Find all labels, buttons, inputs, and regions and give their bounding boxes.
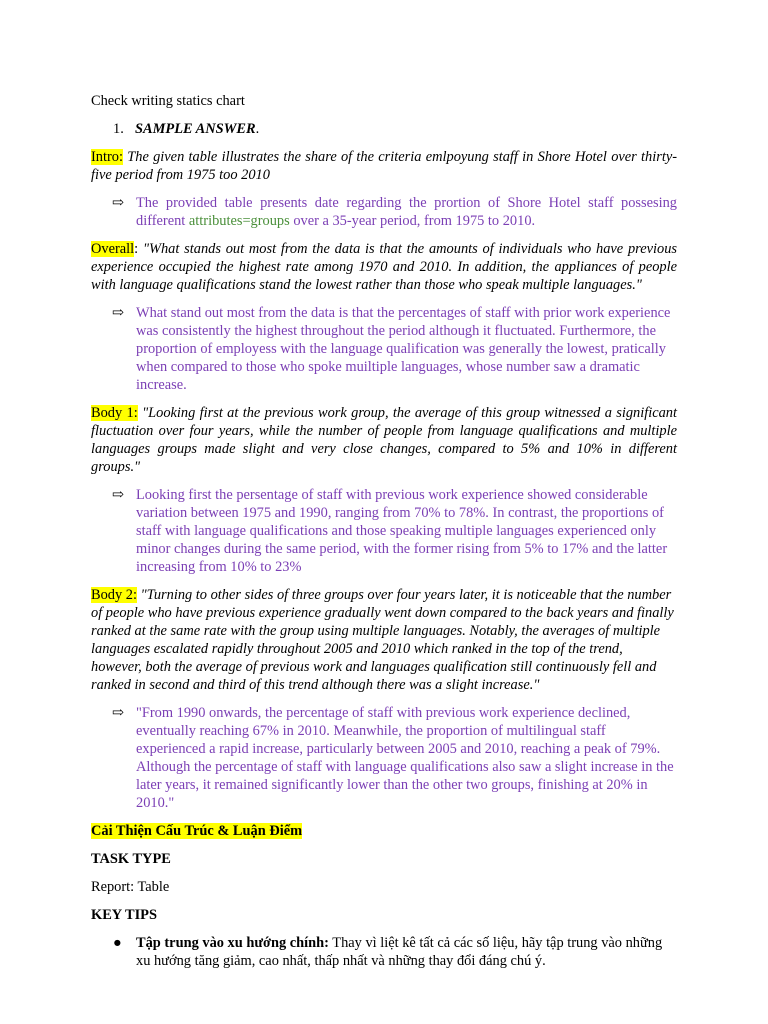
tip-text: Tập trung vào xu hướng chính: Thay vì liệt kê tất cả các số liệu, hãy tập trung vào những xu hướng tăng giảm, cao nhất, thấp nhất và những thay đổi đáng chú ý. (136, 935, 663, 969)
sample-answer-heading: 1. SAMPLE ANSWER. (113, 121, 260, 137)
body2-revision (91, 704, 677, 812)
body1-label: Body 1: (91, 405, 138, 421)
task-type-value: Report: Table (91, 879, 170, 895)
body2-revised-text: "From 1990 onwards, the percentage of staff with previous work experience declined, eventually reaching 67% in 2010. Meanwhile, the proportion of multilingual staff experienced a rapid increase, particularly between 2005 and 2010, reaching a peak of 79%. Although the percentage of staff with language qualifications also saw a slight increase in the later years, it remained significantly lower than the other two groups, finishing at 20% in 2010." (136, 705, 674, 811)
tip-label: Tập trung vào xu hướng chính: (136, 935, 329, 951)
body1-revision (91, 486, 677, 576)
section-heading: Cải Thiện Cấu Trúc & Luận Điểm (91, 823, 303, 839)
bullet-icon: ● (113, 935, 122, 951)
overall-paragraph: Overall: "What stands out most from the data is that the amounts of individuals who have previous experience occupied the highest rate among 1970 and 2010. In addition, the appliances of people with language qualifications stand the lowest rather than those who speak multiple languages." (91, 241, 677, 293)
overall-label: Overall (91, 241, 135, 257)
body1-text: "Looking first at the previous work group, the average of this group witnessed a significant fluctuation over four years, while the number of people from language qualifications and multiple languages groups made slight and very close changes, compared to 5% and 10% in different groups." (91, 405, 678, 475)
body1-revised-text: Looking first the persentage of staff with previous work experience showed considerable variation between 1975 and 1990, ranging from 70% to 78%. In contrast, the proportions of staff with language qualifications and those speaking multiple languages experienced only minor changes during the same period, with the former rising from 5% to 17% and the latter increasing from 10% to 23% (136, 487, 668, 575)
key-tips-heading: KEY TIPS (91, 907, 157, 923)
body2-paragraph (91, 586, 677, 694)
overall-text: "What stands out most from the data is that the amounts of individuals who have previous experience occupied the highest rate among 1970 and 2010. In addition, the appliances of people with language qualifications stand the lowest rather than those who speak multiple languages." (91, 241, 677, 293)
body2-text: "Turning to other sides of three groups over four years later, it is noticeable that the number of people who have previous experience gradually went down compared to the back years and finally ranked at the same rate with the group using multiple languages. Notably, the averages of multiple languages escalated rapidly throughout 2005 and 2010 which ranked in the top of the trend, however, both the average of previous work and languages qualification still continuously fell and ranked in second and third of this trend although there was a slight increase." (91, 587, 674, 693)
body1-paragraph (91, 404, 677, 476)
intro-paragraph (91, 148, 677, 184)
list-number: 1. (113, 121, 124, 137)
intro-label: Intro: (91, 149, 123, 165)
arrow-icon: ⇨ (112, 305, 125, 321)
sample-answer-label: SAMPLE ANSWER (135, 121, 256, 137)
task-type-heading: TASK TYPE (91, 851, 171, 867)
body2-label: Body 2: (91, 587, 137, 603)
overall-revised-text: What stand out most from the data is that the percentages of staff with prior work experience was consistently the highest throughout the period although it fluctuated. Furthermore, the proportion of employess with the language qualification was generally the lowest, pratically when compared to those who spoke muiltiple languages, whose number saw a dramatic increase. (136, 305, 671, 393)
arrow-icon: ⇨ (112, 195, 125, 211)
document-page (91, 92, 677, 980)
intro-text: The given table illustrates the share of the criteria emlpoyung staff in Shore Hotel over thirty-five period from 1975 too 2010 (91, 149, 677, 183)
intro-revised-highlight: attributes=groups (188, 213, 290, 229)
overall-revision (91, 304, 677, 394)
document-title: Check writing statics chart (91, 93, 245, 109)
intro-revision (91, 194, 677, 230)
intro-revised-text: The provided table presents date regarding the prortion of Shore Hotel staff possesing different attributes=groups over a 35-year period, from 1975 to 2010. (136, 195, 677, 229)
list-item (91, 934, 677, 970)
arrow-icon: ⇨ (112, 487, 125, 503)
arrow-icon: ⇨ (112, 705, 125, 721)
